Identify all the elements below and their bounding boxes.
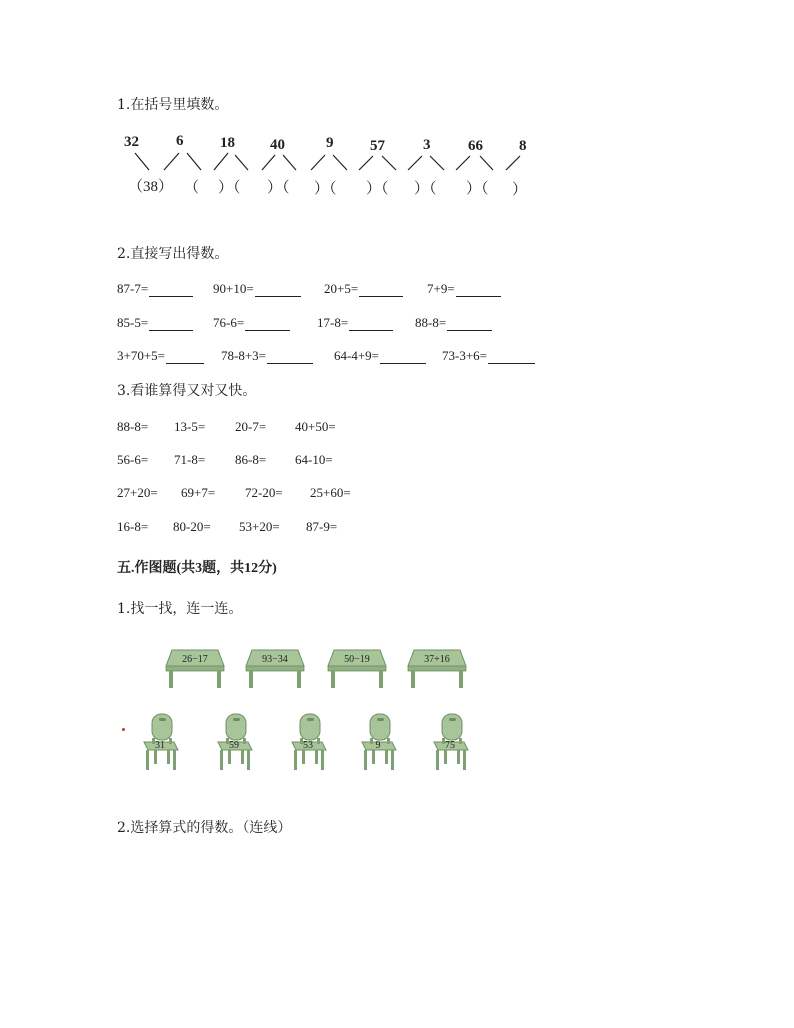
equation-text: 78-8+3=	[221, 348, 266, 363]
connector-line	[283, 155, 296, 170]
chair-number: 59	[229, 740, 239, 751]
connector-line	[430, 156, 444, 170]
equation-text: 87-9=	[306, 519, 338, 534]
chair	[434, 714, 468, 770]
answer-blank[interactable]	[380, 351, 426, 364]
connector-line	[382, 156, 396, 170]
equation-with-blank	[334, 348, 426, 364]
answer-blank[interactable]	[245, 318, 290, 331]
answer-blank[interactable]	[488, 351, 535, 364]
top-number: 18	[220, 135, 235, 151]
answer-bracket[interactable]: ）（	[314, 181, 337, 197]
answer-bracket[interactable]: ）（	[366, 181, 389, 197]
equation-with-blank	[221, 348, 313, 364]
equation-text: 3+70+5=	[117, 348, 165, 363]
top-number: 3	[423, 137, 431, 153]
equation-text: 27+20=	[117, 485, 158, 500]
desk	[328, 650, 386, 688]
answer-blank[interactable]	[267, 351, 313, 364]
connector-line	[456, 156, 470, 170]
desk	[246, 650, 304, 688]
equation-with-blank	[427, 281, 501, 297]
equation-text: 56-6=	[117, 452, 149, 467]
equation-text: 73-3+6=	[442, 348, 487, 363]
equation-text: 7+9=	[427, 281, 455, 296]
equation-text: 71-8=	[174, 452, 206, 467]
red-dot	[122, 728, 125, 731]
desk-label: 93−34	[262, 654, 288, 665]
q2-title: 2.直接写出得数。	[117, 246, 229, 262]
equation-text: 20+5=	[324, 281, 359, 296]
desk-label: 26−17	[182, 654, 208, 665]
chair-number: 9	[375, 740, 381, 751]
equation-with-blank	[415, 315, 492, 331]
equation-text: 85-5=	[117, 315, 149, 330]
equation-with-blank	[442, 348, 535, 364]
connector-lines	[120, 150, 540, 180]
top-number: 57	[370, 138, 385, 154]
top-number: 40	[270, 137, 285, 153]
desks-row	[160, 648, 480, 690]
connector-line	[506, 156, 520, 170]
q5-2-title: 2.选择算式的得数。（连线）	[117, 820, 292, 836]
answer-bracket[interactable]: （	[184, 180, 200, 196]
answer-blank[interactable]	[149, 284, 193, 297]
equation-text: 16-8=	[117, 519, 149, 534]
chair	[218, 714, 252, 770]
answer-blank[interactable]	[447, 318, 492, 331]
equation-with-blank	[117, 281, 193, 297]
equation-with-blank	[117, 315, 193, 331]
equation-text: 72-20=	[245, 485, 283, 500]
answer-blank[interactable]	[166, 351, 204, 364]
equation-text: 13-5=	[174, 419, 206, 434]
answer-bracket[interactable]: ）（	[414, 181, 437, 197]
connector-line	[311, 155, 325, 170]
top-number: 32	[124, 134, 139, 150]
q5-1-title: 1.找一找，连一连。	[117, 601, 243, 617]
answer-bracket[interactable]: ）（	[267, 180, 290, 196]
top-number: 6	[176, 133, 184, 149]
equation-text: 64-10=	[295, 452, 333, 467]
connector-line	[187, 153, 201, 170]
equation-text: 88-8=	[415, 315, 447, 330]
q1-title: 1.在括号里填数。	[117, 97, 229, 113]
equation-text: 64-4+9=	[334, 348, 379, 363]
equation-text: 20-7=	[235, 419, 267, 434]
equation-text: 40+50=	[295, 419, 336, 434]
top-number: 8	[519, 138, 527, 154]
chair	[362, 714, 396, 770]
chair-number: 75	[445, 740, 455, 751]
answer-bracket[interactable]: ）	[512, 182, 528, 198]
equation-with-blank	[117, 348, 204, 364]
chair-number: 31	[155, 740, 165, 751]
equation-text: 87-7=	[117, 281, 149, 296]
desk	[408, 650, 466, 688]
connector-line	[408, 156, 422, 170]
equation-text: 25+60=	[310, 485, 351, 500]
equation-with-blank	[213, 281, 301, 297]
top-number: 66	[468, 138, 483, 154]
answer-blank[interactable]	[255, 284, 301, 297]
desk-label: 37+16	[424, 654, 450, 665]
section-title: 五.作图题(共3题，共12分)	[117, 561, 277, 576]
equation-text: 90+10=	[213, 281, 254, 296]
answer-blank[interactable]	[149, 318, 193, 331]
top-number: 9	[326, 135, 334, 151]
answer-blank[interactable]	[456, 284, 501, 297]
answer-bracket[interactable]: ）（	[218, 180, 241, 196]
equation-text: 80-20=	[173, 519, 211, 534]
desk	[166, 650, 224, 688]
equation-text: 17-8=	[317, 315, 349, 330]
connector-line	[214, 153, 228, 170]
connector-line	[359, 156, 373, 170]
answer-bracket[interactable]: ）（	[466, 181, 489, 197]
q3-title: 3.看谁算得又对又快。	[117, 383, 257, 399]
connector-line	[235, 155, 248, 170]
connector-line	[333, 155, 347, 170]
equation-with-blank	[317, 315, 393, 331]
equation-with-blank	[324, 281, 403, 297]
equation-text: 86-8=	[235, 452, 267, 467]
connector-line	[164, 153, 179, 170]
chairs-row	[138, 712, 478, 774]
answer-blank[interactable]	[349, 318, 393, 331]
answer-blank[interactable]	[359, 284, 403, 297]
equation-with-blank	[213, 315, 290, 331]
equation-text: 53+20=	[239, 519, 280, 534]
connector-line	[480, 156, 493, 170]
desk-label: 50−19	[344, 654, 370, 665]
equation-text: 76-6=	[213, 315, 245, 330]
chair-number: 53	[303, 740, 313, 751]
answer-bracket[interactable]: （38）	[128, 179, 174, 195]
connector-line	[135, 153, 149, 170]
chair	[144, 714, 178, 770]
connector-line	[262, 155, 275, 170]
chair	[292, 714, 326, 770]
equation-text: 88-8=	[117, 419, 149, 434]
equation-text: 69+7=	[181, 485, 216, 500]
